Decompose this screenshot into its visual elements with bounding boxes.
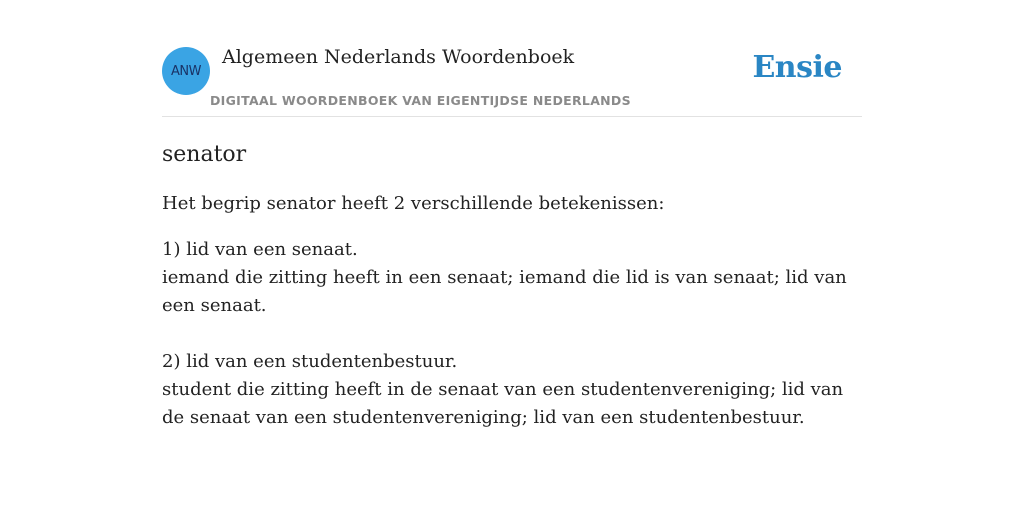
meaning-definition: student die zitting heeft in de senaat van een studentenvereniging; lid van de senaat van een studentenvereniging; lid van een studentenbestuur.	[162, 379, 844, 428]
meaning-definition: iemand die zitting heeft in een senaat; iemand die lid is van senaat; lid van een senaat.	[162, 267, 847, 316]
logo-text: ANW	[171, 63, 201, 79]
site-title[interactable]: Algemeen Nederlands Woordenboek	[222, 46, 575, 68]
meaning-title: 1) lid van een senaat.	[162, 239, 358, 260]
meaning-item	[162, 348, 862, 432]
meaning-item	[162, 236, 862, 320]
page-title: senator	[162, 142, 247, 167]
anw-logo[interactable]	[162, 47, 210, 95]
meaning-title: 2) lid van een studentenbestuur.	[162, 351, 458, 372]
ensie-brand-link[interactable]: Ensie	[752, 50, 842, 85]
meanings-list	[162, 236, 862, 432]
entry-intro: Het begrip senator heeft 2 verschillende betekenissen:	[162, 193, 665, 214]
entry-content	[162, 138, 862, 432]
site-header	[162, 40, 862, 117]
site-subtitle: DIGITAAL WOORDENBOEK VAN EIGENTIJDSE NEDERLANDS	[210, 93, 631, 108]
